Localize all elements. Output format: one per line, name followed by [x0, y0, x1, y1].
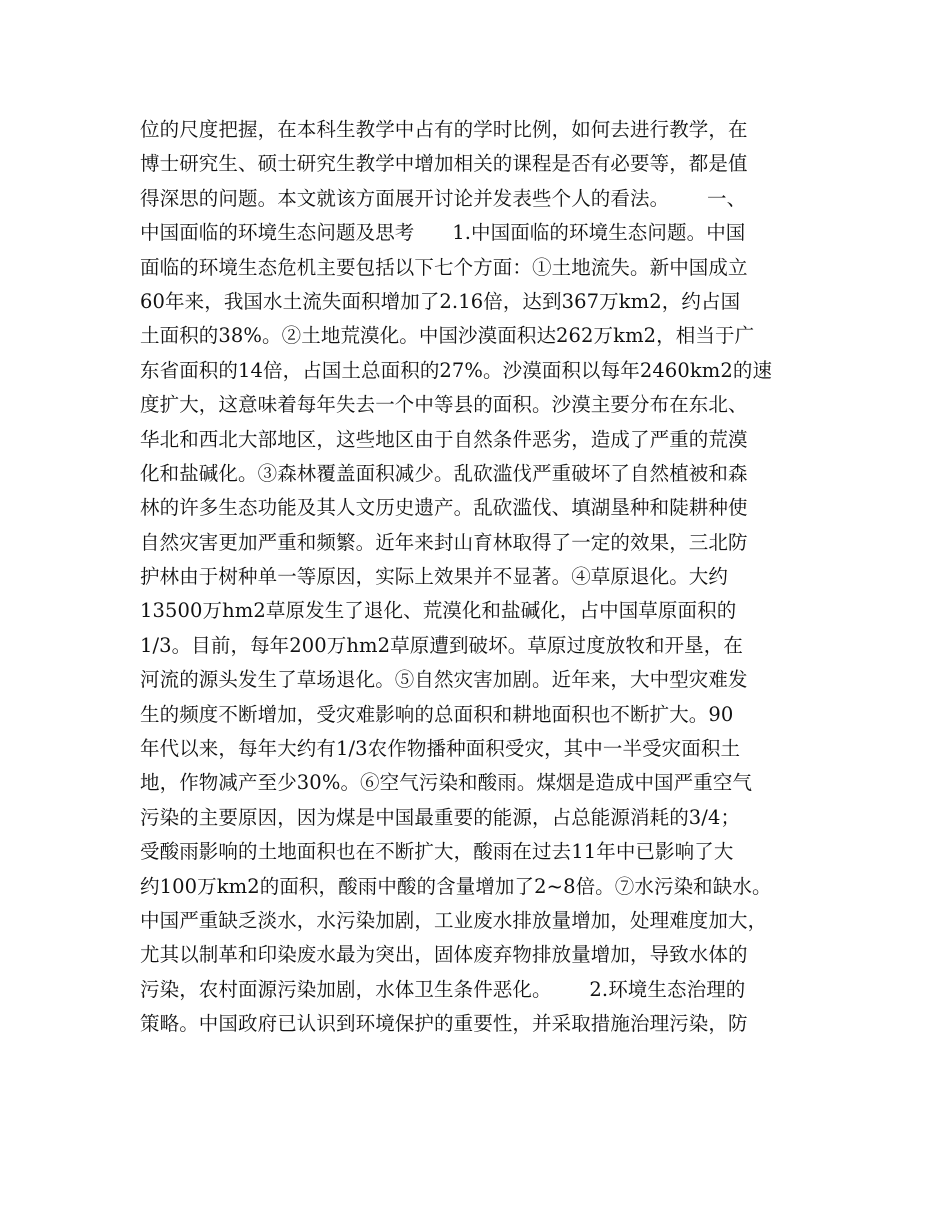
text-line: 受酸雨影响的土地面积也在不断扩大，酸雨在过去11年中已影响了大 — [140, 840, 734, 864]
text-line: 13500万hm2草原发生了退化、荒漠化和盐碱化，占中国草原面积的 — [140, 599, 737, 623]
text-line: 污染的主要原因，因为煤是中国最重要的能源，占总能源消耗的3/4； — [140, 805, 741, 829]
text-line: 约100万km2的面积，酸雨中酸的含量增加了2~8倍。⑦水污染和缺水。 — [140, 874, 772, 898]
text-line: 林的许多生态功能及其人文历史遗产。乱砍滥伐、填湖垦种和陡耕种使 — [140, 496, 748, 520]
text-line: 东省面积的14倍，占国土总面积的27%。沙漠面积以每年2460km2的速 — [140, 358, 773, 382]
text-line: 护林由于树种单一等原因，实际上效果并不显著。④草原退化。大约 — [140, 565, 729, 589]
text-line: 中国面临的环境生态问题及思考 1.中国面临的环境生态问题。中国 — [140, 221, 746, 245]
text-line: 尤其以制革和印染废水最为突出，固体废弃物排放量增加，导致水体的 — [140, 943, 748, 967]
text-line: 污染，农村面源污染加剧，水体卫生条件恶化。 2.环境生态治理的 — [140, 977, 746, 1001]
text-line: 年代以来，每年大约有1/3农作物播种面积受灾，其中一半受灾面积土 — [140, 737, 741, 761]
text-line: 地，作物减产至少30%。⑥空气污染和酸雨。煤烟是造成中国严重空气 — [140, 771, 753, 795]
text-line: 策略。中国政府已认识到环境保护的重要性，并采取措施治理污染，防 — [140, 1012, 748, 1036]
text-line: 河流的源头发生了草场退化。⑤自然灾害加剧。近年来，大中型灾难发 — [140, 668, 748, 692]
text-line: 1/3。目前，每年200万hm2草原遭到破坏。草原过度放牧和开垦，在 — [140, 633, 743, 657]
text-line: 面临的环境生态危机主要包括以下七个方面：①土地流失。新中国成立 — [140, 255, 748, 279]
text-line: 60年来，我国水土流失面积增加了2.16倍，达到367万km2，约占国 — [140, 289, 741, 313]
text-line: 度扩大，这意味着每年失去一个中等县的面积。沙漠主要分布在东北、 — [140, 393, 748, 417]
text-line: 得深思的问题。本文就该方面展开讨论并发表些个人的看法。 一、 — [140, 186, 747, 210]
text-line: 化和盐碱化。③森林覆盖面积减少。乱砍滥伐严重破坏了自然植被和森 — [140, 461, 748, 485]
text-line: 博士研究生、硕士研究生教学中增加相关的课程是否有必要等，都是值 — [140, 152, 748, 176]
body-text — [140, 113, 830, 1042]
text-line: 土面积的38%。②土地荒漠化。中国沙漠面积达262万km2，相当于广 — [140, 324, 755, 348]
text-line: 华北和西北大部地区，这些地区由于自然条件恶劣，造成了严重的荒漠 — [140, 427, 748, 451]
text-line: 位的尺度把握，在本科生教学中占有的学时比例，如何去进行教学，在 — [140, 118, 748, 141]
text-line: 自然灾害更加严重和频繁。近年来封山育林取得了一定的效果，三北防 — [140, 530, 748, 554]
text-line: 生的频度不断增加，受灾难影响的总面积和耕地面积也不断扩大。90 — [140, 702, 734, 726]
text-line: 中国严重缺乏淡水，水污染加剧，工业废水排放量增加，处理难度加大， — [140, 908, 768, 932]
